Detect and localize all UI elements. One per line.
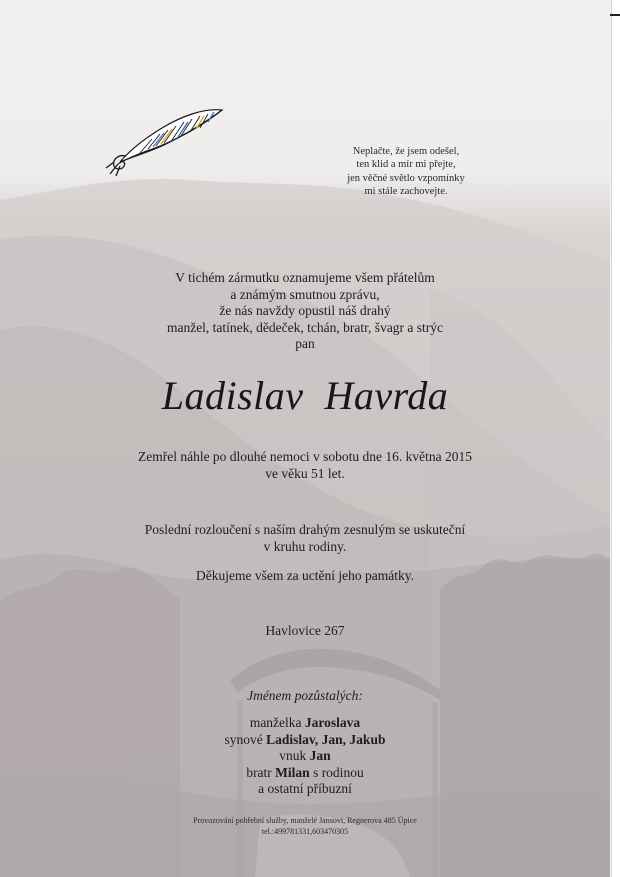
footer-line: tel.:499781331,603470305 <box>261 826 349 836</box>
announcement-line: V tichém zármutku oznamujeme všem přátelům <box>175 270 435 285</box>
feather-quill-icon <box>104 104 228 178</box>
deceased-name: Ladislav Havrda <box>161 373 449 418</box>
announcement-line: že nás navždy opustil náš drahý <box>219 303 391 318</box>
address-line: Havlovice 267 <box>265 623 345 638</box>
mourners-list <box>0 715 610 798</box>
farewell-line: Poslední rozloučení s naším drahým zesnulým se uskuteční <box>144 522 466 537</box>
mourner-sons <box>0 732 610 749</box>
farewell-line: v kruhu rodiny. <box>263 538 347 554</box>
poem-line: jen věčné světlo vzpomínky <box>347 172 465 184</box>
mourner-name: Milan <box>275 764 310 780</box>
thanks-line: Děkujeme všem za uctění jeho památky. <box>195 568 415 583</box>
poem-line: ten klid a mír mi přejte, <box>356 159 456 171</box>
mourner-relation: bratr <box>246 764 272 780</box>
poem-line: Neplačte, že jsem odešel, <box>352 146 460 157</box>
mourner-relation: manželka <box>249 715 302 730</box>
mourners-heading: Jménem pozůstalých: <box>247 688 363 703</box>
mourner-others: a ostatní příbuzní <box>258 781 352 796</box>
announcement-line: pan <box>295 336 315 351</box>
memorial-poem <box>346 145 466 199</box>
death-notice-line: ve věku 51 let. <box>265 465 345 481</box>
announcement-line: a známým smutnou zprávu, <box>230 286 380 302</box>
mourner-grandson <box>0 748 610 765</box>
footer-line: Provozování pohřební služby, manželé Jansovi, Regnerova 485 Úpice <box>193 816 417 825</box>
announcement-text <box>0 270 610 353</box>
announcement-line: manžel, tatínek, dědeček, tchán, bratr, švagr a strýc <box>166 319 444 335</box>
mourner-relation: vnuk <box>279 748 307 763</box>
mourner-name: Jan <box>309 748 331 763</box>
death-notice <box>0 449 610 482</box>
mourner-name: Ladislav, Jan, Jakub <box>266 731 386 747</box>
death-notice-line: Zemřel náhle po dlouhé nemoci v sobotu dne 16. května 2015 <box>137 449 473 464</box>
mourner-brother <box>0 765 610 782</box>
poem-line: mi stále zachovejte. <box>364 186 448 198</box>
mourner-wife <box>0 715 610 732</box>
mourner-suffix: s rodinou <box>313 764 364 780</box>
mourner-name: Jaroslava <box>304 715 361 730</box>
scan-page-edge <box>611 0 620 877</box>
funeral-service-footer <box>0 816 610 837</box>
mourner-relation: synové <box>224 731 263 747</box>
farewell-notice <box>0 522 610 555</box>
